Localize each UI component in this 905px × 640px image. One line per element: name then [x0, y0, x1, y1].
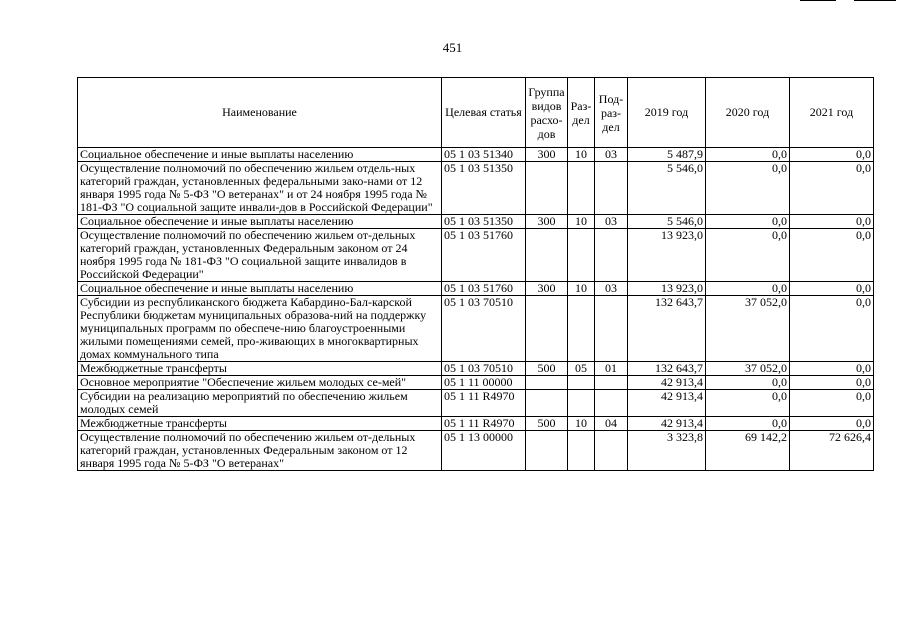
- row-2021: 0,0: [790, 362, 874, 376]
- row-name: Осуществление полномочий по обеспечению жильем от-дельных категорий граждан, установленных Федеральным законом от 24 ноября 1995 года № 181-ФЗ "О социальной защите инвалидов в Российской Федерации": [78, 229, 442, 282]
- table-row: [78, 417, 874, 431]
- row-2021: 0,0: [790, 376, 874, 390]
- row-section: 10: [568, 215, 595, 229]
- row-group: [526, 390, 568, 417]
- row-name: Субсидии на реализацию мероприятий по обеспечению жильем молодых семей: [78, 390, 442, 417]
- row-2020: 0,0: [706, 282, 790, 296]
- row-2021: 0,0: [790, 390, 874, 417]
- row-2021: 72 626,4: [790, 431, 874, 471]
- row-2019: 13 923,0: [628, 282, 706, 296]
- row-section: [568, 229, 595, 282]
- row-subsection: [595, 229, 628, 282]
- row-name: Социальное обеспечение и иные выплаты населению: [78, 282, 442, 296]
- row-section: [568, 296, 595, 362]
- row-name: Социальное обеспечение и иные выплаты населению: [78, 215, 442, 229]
- row-target: 05 1 03 51350: [442, 215, 526, 229]
- header-name: Наименование: [78, 78, 442, 148]
- row-section: [568, 431, 595, 471]
- row-group: 300: [526, 215, 568, 229]
- row-2020: 37 052,0: [706, 296, 790, 362]
- header-2019: 2019 год: [628, 78, 706, 148]
- row-target: 05 1 13 00000: [442, 431, 526, 471]
- row-2021: 0,0: [790, 282, 874, 296]
- row-target: 05 1 03 51760: [442, 229, 526, 282]
- row-name: Осуществление полномочий по обеспечению жильем от-дельных категорий граждан, установленных Федеральным законом от 12 января 1995 года № 5-ФЗ "О ветеранах": [78, 431, 442, 471]
- table-row: [78, 162, 874, 215]
- row-name: Субсидии из республиканского бюджета Кабардино-Бал-карской Республики бюджетам муниципальных образова-ний на поддержку муниципальных программ по обеспече-нию благоустроенными жилыми помещениями семей, про-живающих в многоквартирных домах коммунального типа: [78, 296, 442, 362]
- row-group: 300: [526, 148, 568, 162]
- row-target: 05 1 11 00000: [442, 376, 526, 390]
- row-name: Межбюджетные трансферты: [78, 417, 442, 431]
- row-section: 05: [568, 362, 595, 376]
- budget-table: [77, 77, 874, 471]
- row-2019: 42 913,4: [628, 376, 706, 390]
- row-group: [526, 162, 568, 215]
- row-subsection: [595, 431, 628, 471]
- row-subsection: [595, 390, 628, 417]
- row-2021: 0,0: [790, 215, 874, 229]
- row-2021: 0,0: [790, 148, 874, 162]
- row-subsection: 01: [595, 362, 628, 376]
- row-2019: 42 913,4: [628, 390, 706, 417]
- row-2021: 0,0: [790, 162, 874, 215]
- table-row: [78, 229, 874, 282]
- row-group: 500: [526, 417, 568, 431]
- row-target: 05 1 03 70510: [442, 296, 526, 362]
- header-group: Группа видов расхо- дов: [526, 78, 568, 148]
- row-section: 10: [568, 282, 595, 296]
- row-2020: 69 142,2: [706, 431, 790, 471]
- row-2021: 0,0: [790, 417, 874, 431]
- row-group: [526, 229, 568, 282]
- row-2020: 0,0: [706, 148, 790, 162]
- table-row: [78, 431, 874, 471]
- row-target: 05 1 03 51760: [442, 282, 526, 296]
- row-2019: 132 643,7: [628, 296, 706, 362]
- row-2020: 0,0: [706, 390, 790, 417]
- row-2020: 37 052,0: [706, 362, 790, 376]
- row-2019: 5 487,9: [628, 148, 706, 162]
- row-subsection: [595, 296, 628, 362]
- page-edge-marks: [800, 0, 905, 3]
- table-row: [78, 215, 874, 229]
- row-name: Социальное обеспечение и иные выплаты населению: [78, 148, 442, 162]
- row-target: 05 1 03 51350: [442, 162, 526, 215]
- table-row: [78, 362, 874, 376]
- row-subsection: 03: [595, 215, 628, 229]
- row-2020: 0,0: [706, 229, 790, 282]
- row-group: 300: [526, 282, 568, 296]
- row-group: 500: [526, 362, 568, 376]
- row-target: 05 1 11 R4970: [442, 390, 526, 417]
- row-2019: 42 913,4: [628, 417, 706, 431]
- row-2020: 0,0: [706, 417, 790, 431]
- row-name: Осуществление полномочий по обеспечению жильем отдель-ных категорий граждан, установленных федеральными зако-нами от 12 января 1995 года № 5-ФЗ "О ветеранах" и от 24 ноября 1995 года № 181-ФЗ "О социальной защите инвали-дов в Российской Федерации": [78, 162, 442, 215]
- row-2021: 0,0: [790, 229, 874, 282]
- table-row: [78, 390, 874, 417]
- table-row: [78, 376, 874, 390]
- header-target: Целевая статья: [442, 78, 526, 148]
- row-2019: 5 546,0: [628, 215, 706, 229]
- row-subsection: 03: [595, 148, 628, 162]
- page-number: 451: [442, 40, 463, 55]
- row-name: Основное мероприятие "Обеспечение жильем молодых се-мей": [78, 376, 442, 390]
- table-header-row: [78, 78, 874, 148]
- row-2019: 13 923,0: [628, 229, 706, 282]
- row-subsection: 04: [595, 417, 628, 431]
- row-group: [526, 431, 568, 471]
- row-2020: 0,0: [706, 376, 790, 390]
- row-section: [568, 162, 595, 215]
- table-row: [78, 148, 874, 162]
- row-group: [526, 376, 568, 390]
- row-subsection: 03: [595, 282, 628, 296]
- row-section: [568, 376, 595, 390]
- row-2019: 132 643,7: [628, 362, 706, 376]
- row-2020: 0,0: [706, 215, 790, 229]
- row-target: 05 1 03 70510: [442, 362, 526, 376]
- row-2021: 0,0: [790, 296, 874, 362]
- row-target: 05 1 11 R4970: [442, 417, 526, 431]
- header-2020: 2020 год: [706, 78, 790, 148]
- row-subsection: [595, 376, 628, 390]
- row-name: Межбюджетные трансферты: [78, 362, 442, 376]
- row-2020: 0,0: [706, 162, 790, 215]
- row-subsection: [595, 162, 628, 215]
- row-section: 10: [568, 417, 595, 431]
- row-section: 10: [568, 148, 595, 162]
- header-subsection: Под- раз- дел: [595, 78, 628, 148]
- row-group: [526, 296, 568, 362]
- row-2019: 3 323,8: [628, 431, 706, 471]
- table-row: [78, 282, 874, 296]
- header-section: Раз- дел: [568, 78, 595, 148]
- table-row: [78, 296, 874, 362]
- row-2019: 5 546,0: [628, 162, 706, 215]
- row-target: 05 1 03 51340: [442, 148, 526, 162]
- header-2021: 2021 год: [790, 78, 874, 148]
- row-section: [568, 390, 595, 417]
